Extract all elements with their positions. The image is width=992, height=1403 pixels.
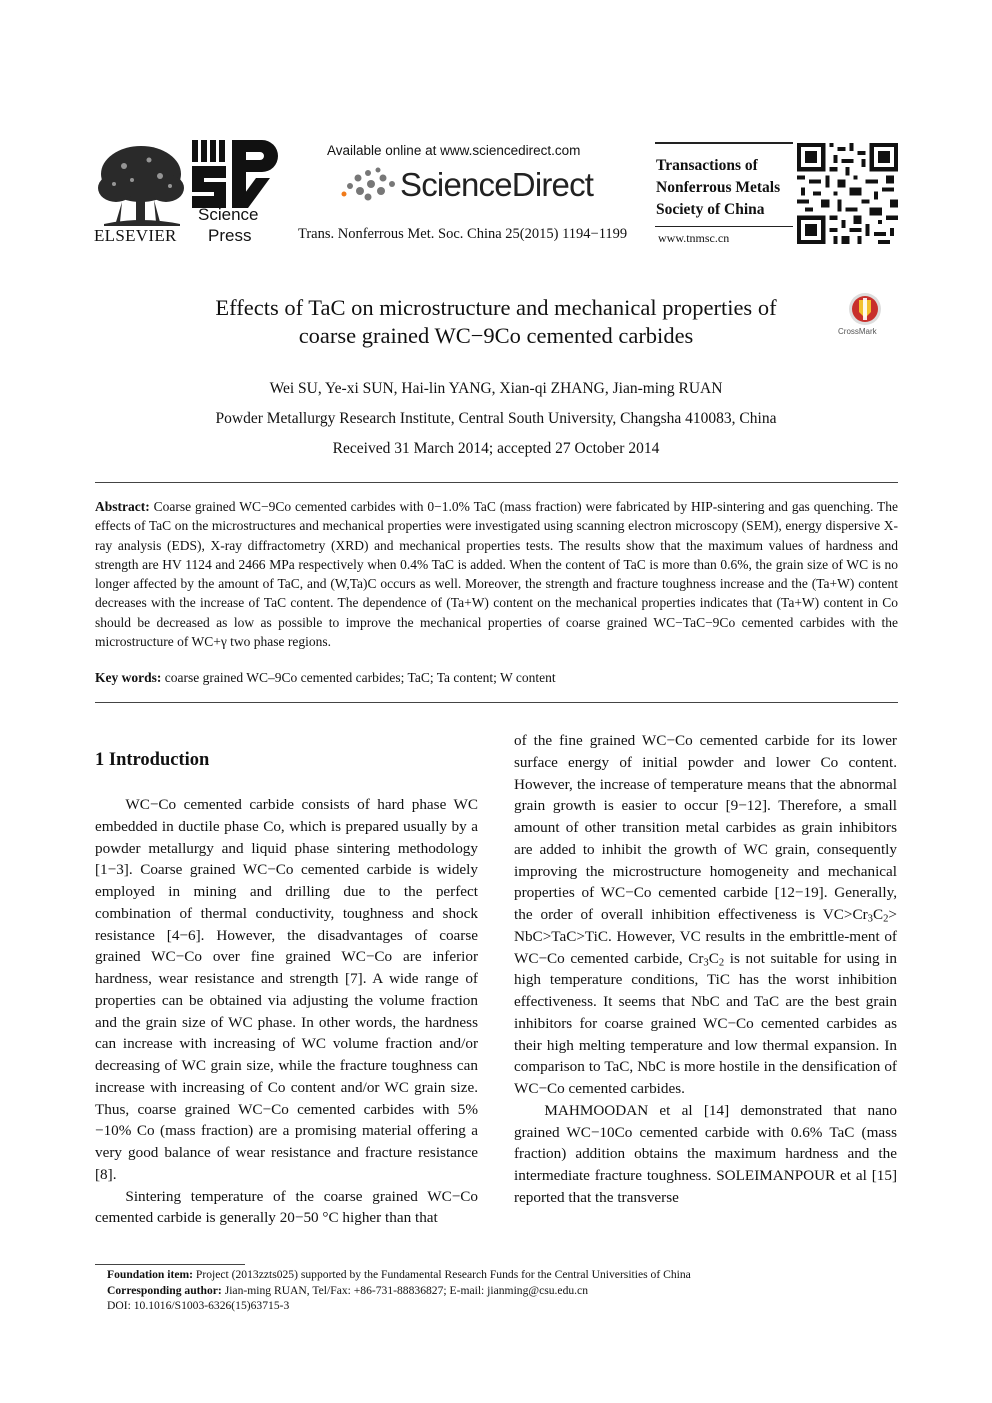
- science-press-press: Press: [208, 226, 252, 245]
- abstract-text: Coarse grained WC−9Co cemented carbides with 0−1.0% TaC (mass fraction) were fabricated by HIP-sintering and gas quenching. The effects of TaC on the microstructures and mechanical properties were investigated using scanning electron microscopy (SEM), energy dispersive X-ray analysis (EDS), X-ray diffractometry (XRD) and mechanical properties tests. The results show that the maximum values of hardness and strength are HV 1124 and 2466 MPa respectively when 0.4% TaC is added. When the content of TaC is more than 0.6%, the grain size of WC is no longer affected by the amount of TaC, and (W,Ta)C occurs as well. Moreover, the strength and fracture toughness increase and the (Ta+W) content decreases with the increase of TaC content. The dependence of (Ta+W) content on the mechanical properties indicates that (Ta+W) content in Co should be decreased as low as possible to improve the mechanical properties of coarse grained WC−TaC−9Co cemented carbides with the microstructure of WC+γ two phase regions.: [95, 499, 898, 650]
- foundation-text: Project (2013zzts025) supported by the Fundamental Research Funds for the Central Universities of China: [195, 1268, 691, 1281]
- received-dates: Received 31 March 2014; accepted 27 October 2014: [332, 440, 660, 457]
- foundation-footnote: [107, 1267, 691, 1283]
- science-press-science: Science: [198, 205, 259, 224]
- article-title: [120, 294, 872, 350]
- elsevier-wordmark: ELSEVIER: [94, 226, 177, 245]
- corresponding-text: Jian-ming RUAN, Tel/Fax: +86-731-88836827; E-mail: jianming@csu.edu.cn: [224, 1283, 588, 1297]
- text-run: is not suitable for using in high temperature conditions, TiC has the worst inhibition effectiveness. It seems that NbC and TaC are the best grain inhibitors for coarse grained WC−Co cemented carbides as their high melting temperature and low thermal expansion. In comparison to TaC, NbC is more hostile in the densification of WC−Co cemented carbides.: [514, 949, 897, 1097]
- corresponding-label: Corresponding author:: [107, 1283, 222, 1297]
- section-heading-introduction: 1 Introduction: [95, 750, 210, 770]
- journal-title: [656, 155, 780, 221]
- paragraph: Sintering temperature of the coarse grained WC−Co cemented carbide is generally 20−50 °C higher than that: [95, 1187, 478, 1227]
- crossmark-label: CrossMark: [838, 327, 877, 336]
- abstract: [95, 497, 898, 651]
- footnote-rule: [95, 1264, 245, 1265]
- keywords-text: coarse grained WC–9Co cemented carbides; TaC; Ta content; W content: [164, 670, 556, 685]
- journal-rule-bottom: [655, 226, 793, 227]
- abstract-rule-bottom: [95, 702, 898, 703]
- journal-url: www.tnmsc.cn: [658, 231, 730, 245]
- journal-title-line: Transactions of: [656, 157, 758, 174]
- paragraph: WC−Co cemented carbide consists of hard phase WC embedded in ductile phase Co, which is prepared usually by a powder metallurgy and liquid phase sintering methodology [1−3]. Coarse grained WC−Co cemented carbide is widely employed in mining and drilling due to the perfect combination of thermal conductivity, toughness and shock resistance [4−6]. However, the disadvantages of coarse grained WC−Co over fine grained WC−Co are inferior hardness, wear resistance and strength [7]. A wide range of properties can be obtained via adjusting the volume fraction and the grain size of WC phase. In other words, the hardness can increase with increasing of WC volume fraction and/or decreasing of WC grain size, while the fracture toughness can increase with increasing of Co content and/or WC grain size. Thus, coarse grained WC−Co cemented carbides with 5%−10% Co (mass fraction) are a promising material offering a very good balance of wear resistance and fracture resistance [8].: [95, 796, 478, 1183]
- left-column: [95, 794, 478, 1229]
- keywords-label: Key words:: [95, 670, 162, 685]
- affiliation-line: Powder Metallurgy Research Institute, Central South University, Changsha 410083, China: [215, 410, 777, 427]
- science-press-logo: [192, 140, 278, 208]
- subscript: 2: [718, 957, 725, 969]
- keywords: [95, 668, 898, 687]
- footnotes: [107, 1267, 691, 1314]
- subscript: 2: [883, 913, 889, 925]
- abstract-rule-top: [95, 482, 898, 483]
- paragraph: MAHMOODAN et al [14] demonstrated that nano grained WC−10Co cemented carbide with 0.6% TaC (mass fraction) addition obtains the maximum hardness and the intermediate fracture toughness. SOLEIMANPOUR et al [15] reported that the transverse: [514, 1101, 897, 1206]
- paragraph: [514, 730, 897, 1100]
- abstract-label: Abstract:: [95, 499, 150, 514]
- sciencedirect-dots-icon: [340, 164, 396, 204]
- available-online-text: Available online at www.sciencedirect.com: [327, 143, 581, 158]
- journal-rule-top: [655, 142, 793, 144]
- corresponding-footnote: [107, 1283, 691, 1299]
- text-run: C: [872, 906, 884, 923]
- foundation-label: Foundation item:: [107, 1268, 193, 1281]
- doi-footnote[interactable]: DOI: 10.1016/S1003-6326(15)63715-3: [107, 1299, 290, 1312]
- subscript: 3: [867, 913, 873, 925]
- subscript: 3: [703, 957, 709, 969]
- journal-title-line: Nonferrous Metals: [656, 179, 781, 196]
- right-column: [514, 730, 897, 1209]
- journal-title-line: Society of China: [656, 201, 765, 218]
- article-title-line-2: coarse grained WC−9Co cemented carbides: [298, 323, 694, 348]
- sciencedirect-wordmark: ScienceDirect: [400, 166, 594, 203]
- journal-citation: Trans. Nonferrous Met. Soc. China 25(2015) 1194−1199: [298, 226, 628, 242]
- text-run: C: [708, 949, 719, 967]
- text-run: > NbC>TaC>TiC. However, VC results in the embrittle-ment of WC−Co cemented carbide, Cr: [514, 906, 897, 967]
- text-run: of the fine grained WC−Co cemented carbide for its lower surface energy of initial powder and lower Co content. However, the increase of temperature means that the abnormal grain growth is easier to occur [9−12]. Therefore, a small amount of other transition metal carbides as grain inhibitors are added to inhibit the growth of WC grain, consequently improving the microstructure homogeneity and mechanical properties of WC−Co cemented carbide [12−19]. Generally, the order of overall inhibition effectiveness is VC>Cr: [514, 732, 897, 923]
- article-title-line-1: Effects of TaC on microstructure and mechanical properties of: [215, 295, 777, 320]
- authors-line: Wei SU, Ye-xi SUN, Hai-lin YANG, Xian-qi ZHANG, Jian-ming RUAN: [269, 380, 723, 397]
- qr-code-icon: [797, 143, 898, 244]
